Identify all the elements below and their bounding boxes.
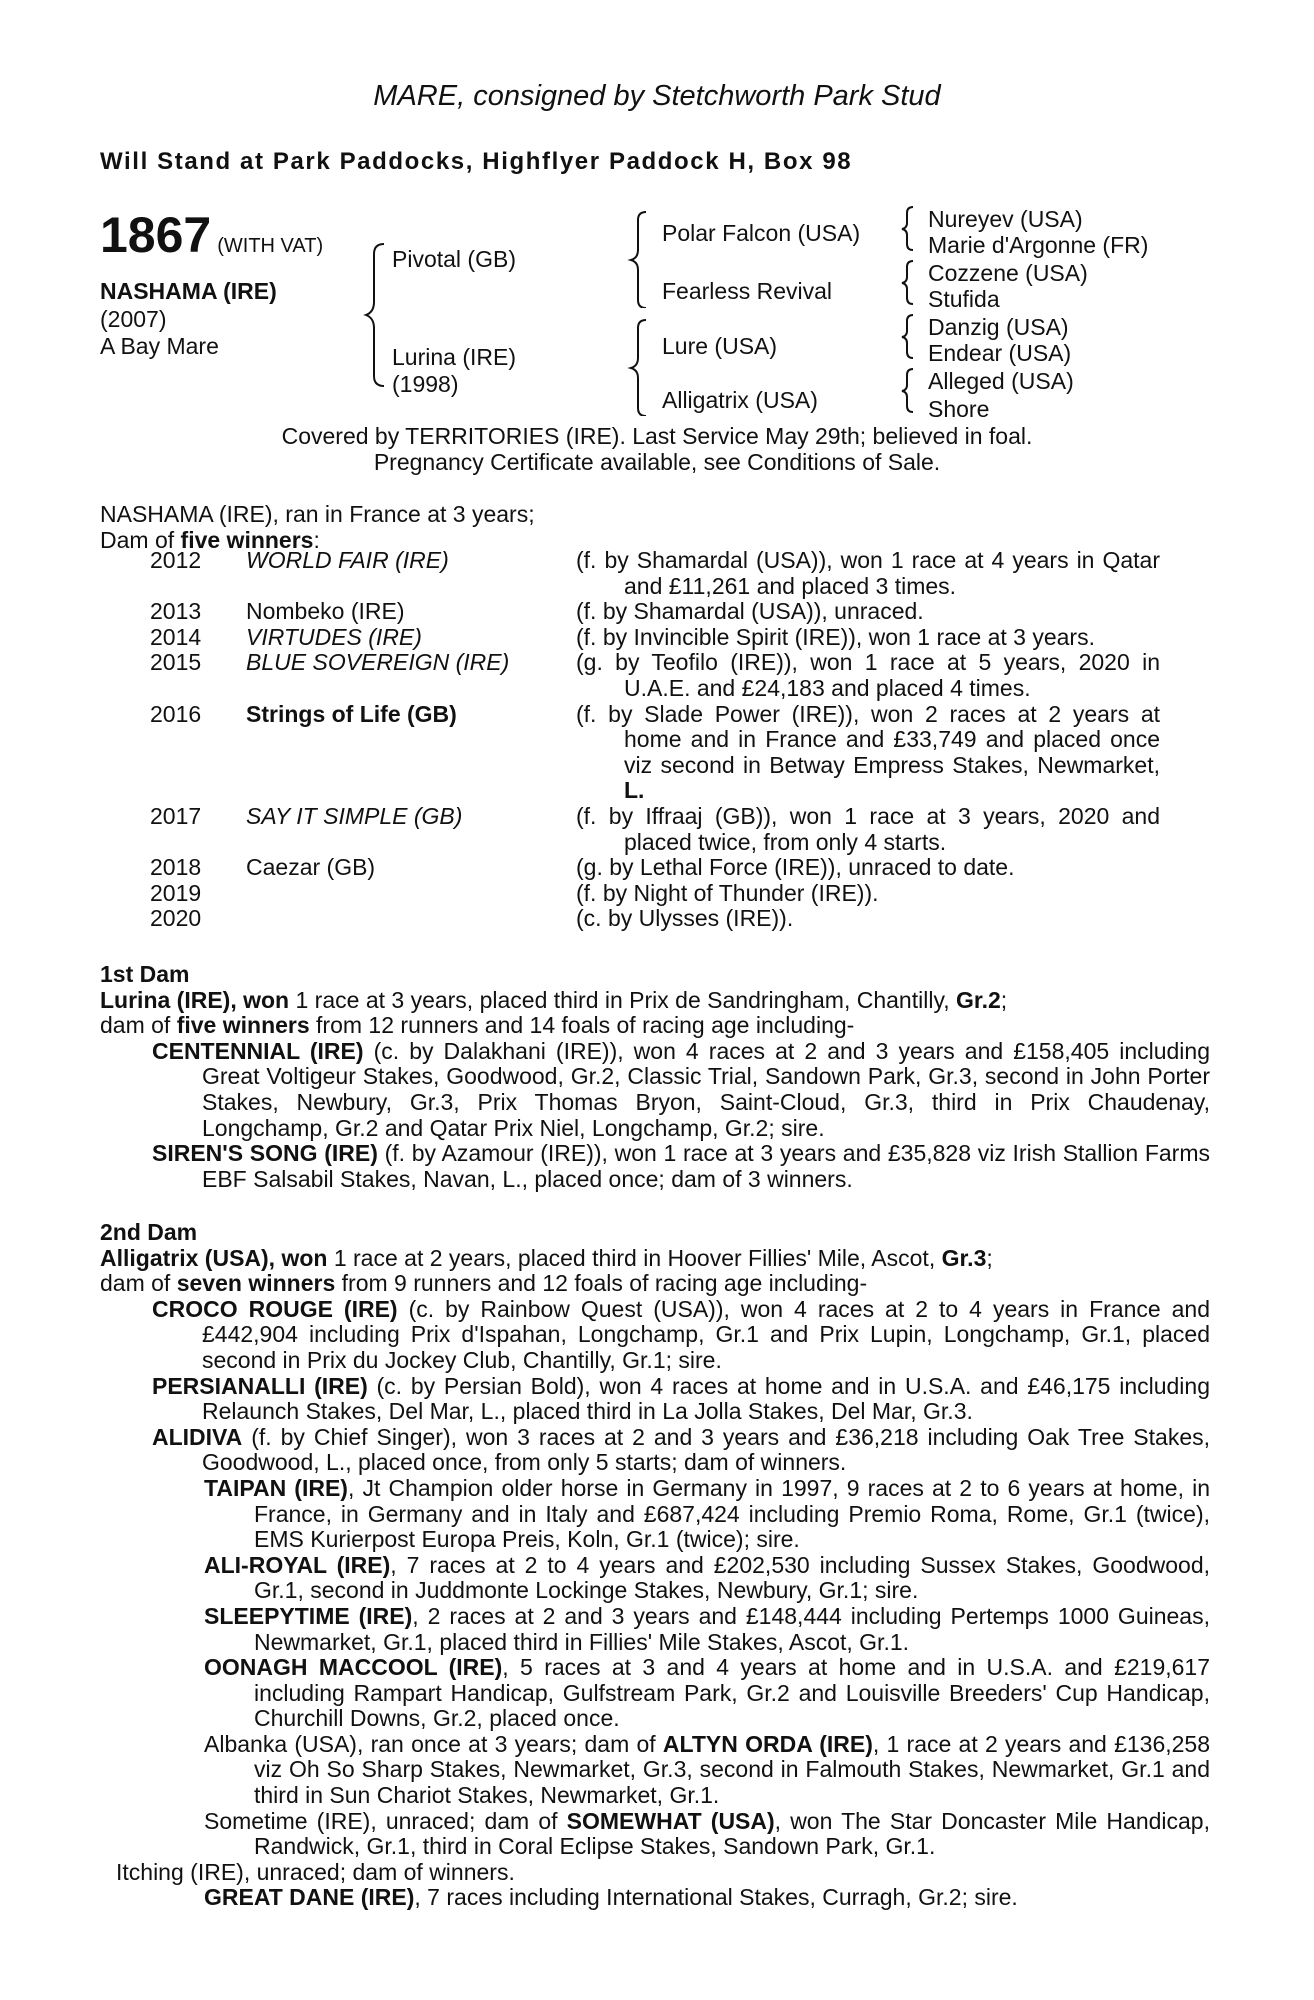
progeny-name: Strings of Life (GB) — [246, 700, 457, 727]
second-dam-heading: 2nd Dam — [100, 1219, 198, 1245]
dam-of-suffix: : — [313, 526, 320, 553]
progeny-record — [576, 650, 1160, 701]
progeny-year: 2018 — [150, 854, 202, 881]
albanka-para — [204, 1732, 1210, 1809]
gen3-4: Stufida — [928, 286, 1000, 312]
sirens-para — [152, 1141, 1210, 1192]
oonagh-entry — [100, 1655, 1210, 1732]
first-dam-punct: ; — [1000, 986, 1008, 1013]
second-dam-runners: from 9 runners and 12 foals of racing age including- — [335, 1270, 868, 1297]
pedigree-brace-g3 — [898, 312, 916, 360]
persianalli-text: (c. by Persian Bold), won 4 races at home and in U.S.A. and £46,175 including Relaunch Stakes, Del Mar, L., placed third in La Jolla Stakes, Del Mar, Gr.3. — [202, 1372, 1210, 1425]
pregnancy-line: Pregnancy Certificate available, see Conditions of Sale. — [373, 449, 941, 475]
lot-number-value: 1867 — [100, 207, 212, 263]
progeny-table — [150, 548, 1160, 932]
progeny-record — [576, 804, 1160, 855]
gen3-6: Endear (USA) — [928, 340, 1072, 366]
oonagh-para — [204, 1655, 1210, 1732]
sleepytime-entry — [100, 1604, 1210, 1655]
centennial-entry — [100, 1039, 1210, 1141]
sirens-text: (f. by Azamour (IRE)), won 1 race at 3 years and £35,828 viz Irish Stallion Farms EBF Salsabil Stakes, Navan, L., placed once; dam of 3 winners. — [202, 1140, 1210, 1192]
progeny-record-body: (f. by Shamardal (USA)), unraced. — [576, 598, 924, 625]
first-dam-race: 1 race at 3 years, placed third in Prix de Sandringham, Chantilly, — [289, 986, 957, 1013]
progeny-row — [150, 548, 1160, 599]
progeny-record — [576, 881, 1160, 907]
progeny-record — [576, 855, 1160, 881]
progeny-year: 2016 — [150, 700, 202, 727]
pedigree-brace-main — [360, 240, 390, 390]
itching-entry: Itching (IRE), unraced; dam of winners. — [116, 1858, 515, 1885]
pedigree-brace-g1 — [898, 204, 916, 252]
aliroyal-name: ALI-ROYAL (IRE) — [204, 1551, 391, 1578]
sire-name: Pivotal (GB) — [392, 246, 516, 272]
second-dam-line1 — [100, 1246, 1210, 1272]
centennial-name: CENTENNIAL (IRE) — [152, 1037, 364, 1064]
persianalli-para — [152, 1374, 1210, 1425]
first-dam-heading: 1st Dam — [100, 961, 190, 987]
lot-number — [100, 206, 323, 264]
progeny-record-body: (f. by Slade Power (IRE)), won 2 races at 2 years at home and in France and £33,749 and placed once viz second in Betway Empress Stakes, Newmarket, — [576, 700, 1160, 778]
horse-description: A Bay Mare — [100, 333, 219, 359]
gen3-3: Cozzene (USA) — [928, 260, 1088, 286]
progeny-record-text — [576, 650, 1160, 701]
croco-text: (c. by Rainbow Quest (USA)), won 4 races at 2 to 4 years in France and £442,904 including Prix d'Ispahan, Longchamp, Gr.1 and Prix Lupin, Longchamp, Gr.1, placed second in Prix du Jockey Club, Chantilly, Gr.1; sire. — [202, 1295, 1211, 1373]
progeny-row — [150, 881, 1160, 907]
first-dam-section — [100, 962, 1210, 1192]
centennial-para — [152, 1039, 1210, 1141]
croco-para — [152, 1297, 1210, 1374]
mare-race-line: NASHAMA (IRE), ran in France at 3 years; — [100, 501, 535, 527]
taipan-name: TAIPAN (IRE) — [204, 1474, 348, 1501]
progeny-record-text — [576, 804, 1160, 855]
taipan-entry — [100, 1476, 1210, 1553]
progeny-record-text — [576, 599, 1160, 625]
first-dam-runners: from 12 runners and 14 foals of racing age including- — [309, 1012, 855, 1039]
albanka-intro: Albanka (USA), ran once at 3 years; dam of — [204, 1730, 663, 1757]
persianalli-name: PERSIANALLI (IRE) — [152, 1372, 368, 1399]
first-dam-line1 — [100, 988, 1210, 1014]
progeny-name: BLUE SOVEREIGN (IRE) — [246, 649, 510, 676]
first-dam-line2 — [100, 1013, 1210, 1039]
progeny-name: SAY IT SIMPLE (GB) — [246, 802, 463, 829]
persianalli-entry — [100, 1374, 1210, 1425]
progeny-row — [150, 855, 1160, 881]
progeny-record-body: (c. by Ulysses (IRE)). — [576, 905, 794, 932]
sleepytime-para — [204, 1604, 1210, 1655]
progeny-row — [150, 650, 1160, 701]
pedigree-brace-g4 — [898, 366, 916, 414]
second-dam-line2 — [100, 1271, 1210, 1297]
first-dam-grade: Gr.2 — [956, 986, 1001, 1013]
second-dam-race: 1 race at 2 years, placed third in Hoover Fillies' Mile, Ascot, — [327, 1244, 942, 1271]
dam-name: Lurina (IRE) — [392, 344, 516, 370]
progeny-year: 2012 — [150, 547, 202, 573]
pedigree-brace-sire — [626, 208, 650, 308]
progeny-record-body: (g. by Teofilo (IRE)), won 1 race at 5 years, 2020 in U.A.E. and £24,183 and placed 4 times. — [576, 649, 1160, 701]
pedigree-brace-g2 — [898, 258, 916, 306]
progeny-name: Caezar (GB) — [246, 854, 376, 881]
progeny-record — [576, 548, 1160, 599]
albanka-entry — [100, 1732, 1210, 1809]
progeny-row — [150, 906, 1160, 932]
progeny-record-body: (f. by Shamardal (USA)), won 1 race at 4 years in Qatar and £11,261 and placed 3 times. — [576, 547, 1160, 599]
sire-sire: Polar Falcon (USA) — [662, 220, 861, 246]
aliroyal-text: , 7 races at 2 to 4 years and £202,530 including Sussex Stakes, Goodwood, Gr.1, second in Juddmonte Lockinge Stakes, Newbury, Gr.1; sire. — [254, 1551, 1211, 1604]
covered-line: Covered by TERRITORIES (IRE). Last Service May 29th; believed in foal. — [281, 423, 1033, 449]
second-dam-section — [100, 1220, 1210, 1911]
greatdane-text: , 7 races including International Stakes, Curragh, Gr.2; sire. — [414, 1884, 1018, 1911]
oonagh-name: OONAGH MACCOOL (IRE) — [204, 1654, 503, 1681]
greatdane-para — [204, 1885, 1210, 1911]
somewhat-text: , won The Star Doncaster Mile Handicap, Randwick, Gr.1, third in Coral Eclipse Stakes, Sandown Park, Gr.1. — [254, 1807, 1210, 1860]
gen3-5: Danzig (USA) — [928, 314, 1069, 340]
dam-sire: Lure (USA) — [662, 333, 778, 359]
horse-year: (2007) — [100, 306, 167, 332]
progeny-record-body: (f. by Iffraaj (GB)), won 1 race at 3 years, 2020 and placed twice, from only 4 starts. — [576, 802, 1160, 855]
altyn-orda-name: ALTYN ORDA (IRE) — [662, 1730, 873, 1757]
progeny-record — [576, 625, 1160, 651]
taipan-para — [204, 1476, 1210, 1553]
dam-dam: Alligatrix (USA) — [662, 387, 818, 413]
progeny-record-text — [576, 625, 1160, 651]
sirens-entry — [100, 1141, 1210, 1192]
alidiva-text: (f. by Chief Singer), won 3 races at 2 and 3 years and £36,218 including Oak Tree Stakes, Goodwood, L., placed once, from only 5 starts; dam of winners. — [202, 1423, 1210, 1476]
gen3-1: Nureyev (USA) — [928, 206, 1083, 232]
progeny-record — [576, 599, 1160, 625]
progeny-record-text — [576, 855, 1160, 881]
vat-label: (WITH VAT) — [217, 235, 324, 257]
progeny-record-text — [576, 906, 1160, 932]
oonagh-text: , 5 races at 3 and 4 years at home and in U.S.A. and £219,617 including Rampart Handicap, Gulfstream Park, Gr.2 and Louisville Breeders' Cup Handicap, Churchill Downs, Gr.2, placed once. — [254, 1654, 1210, 1732]
dam-year: (1998) — [392, 371, 459, 397]
croco-name: CROCO ROUGE (IRE) — [152, 1295, 398, 1322]
progeny-row — [150, 702, 1160, 804]
pedigree-brace-dam — [626, 316, 650, 416]
dam-of-count: five winners — [180, 526, 314, 553]
sirens-name: SIREN'S SONG (IRE) — [152, 1140, 378, 1167]
progeny-row — [150, 804, 1160, 855]
progeny-record-body: (f. by Night of Thunder (IRE)). — [576, 879, 879, 906]
mare-record — [100, 502, 535, 553]
sleepytime-text: , 2 races at 2 and 3 years and £148,444 including Pertemps 1000 Guineas, Newmarket, Gr.1, placed third in Fillies' Mile Stakes, Ascot, Gr.1. — [254, 1602, 1210, 1655]
progeny-row — [150, 625, 1160, 651]
altyn-orda-text: , 1 race at 2 years and £136,258 viz Oh So Sharp Stakes, Newmarket, Gr.3, second in Falmouth Stakes, Newmarket, Gr.1 and third in Sun Chariot Stakes, Newmarket, Gr.1. — [254, 1730, 1211, 1809]
croco-entry — [100, 1297, 1210, 1374]
sleepytime-name: SLEEPYTIME (IRE) — [204, 1602, 413, 1629]
somewhat-name: SOMEWHAT (USA) — [566, 1807, 775, 1834]
progeny-year: 2019 — [150, 879, 202, 906]
sometime-entry — [100, 1809, 1210, 1860]
centennial-text: (c. by Dalakhani (IRE)), won 4 races at 2 and 3 years and £158,405 including Great Voltigeur Stakes, Goodwood, Gr.2, Classic Trial, Sandown Park, Gr.3, second in John Porter Stakes, Newbury, Gr.3, Prix Thomas Bryon, Saint-Cloud, Gr.3, third in Prix Chaudenay, Longchamp, Gr.2 and Qatar Prix Niel, Longchamp, Gr.2; sire. — [202, 1037, 1210, 1141]
greatdane-name: GREAT DANE (IRE) — [204, 1884, 415, 1911]
progeny-year: 2013 — [150, 598, 202, 625]
progeny-record-grade: L. — [624, 777, 645, 804]
sometime-para — [204, 1809, 1210, 1860]
progeny-year: 2015 — [150, 649, 202, 676]
progeny-record-body: (f. by Invincible Spirit (IRE)), won 1 race at 3 years. — [576, 623, 1095, 650]
first-dam-winners: five winners — [176, 1012, 310, 1039]
gen3-8: Shore — [928, 396, 990, 422]
second-dam-winners: seven winners — [176, 1270, 336, 1297]
stable-location: Will Stand at Park Paddocks, Highflyer Paddock H, Box 98 — [100, 148, 853, 175]
progeny-name: WORLD FAIR (IRE) — [246, 547, 449, 573]
progeny-year: 2020 — [150, 905, 202, 932]
second-dam-name: Alligatrix (USA), won — [100, 1244, 328, 1271]
second-dam-damof: dam of — [100, 1270, 177, 1297]
greatdane-entry — [100, 1885, 1210, 1911]
dam-of-prefix: Dam of — [100, 526, 181, 553]
horse-name: NASHAMA (IRE) — [100, 278, 277, 304]
progeny-year: 2017 — [150, 802, 202, 829]
taipan-text: , Jt Champion older horse in Germany in 1997, 9 races at 2 to 6 years at home, in France, in Germany and in Italy and £687,424 including Premio Roma, Rome, Gr.1 (twice), EMS Kurierpost Europa Preis, Koln, Gr.1 (twice); sire. — [254, 1474, 1210, 1553]
aliroyal-para — [204, 1553, 1210, 1604]
progeny-record-text — [576, 702, 1160, 804]
alidiva-name: ALIDIVA — [152, 1423, 243, 1450]
alidiva-entry — [100, 1425, 1210, 1476]
sometime-intro: Sometime (IRE), unraced; dam of — [204, 1807, 567, 1834]
progeny-name — [246, 881, 576, 907]
first-dam-damof: dam of — [100, 1012, 177, 1039]
aliroyal-entry — [100, 1553, 1210, 1604]
second-dam-grade: Gr.3 — [941, 1244, 987, 1271]
progeny-record-text — [576, 881, 1160, 907]
first-dam-name: Lurina (IRE), won — [100, 986, 290, 1013]
sire-dam: Fearless Revival — [662, 278, 832, 304]
progeny-name: Nombeko (IRE) — [246, 598, 405, 625]
catalogue-title: MARE, consigned by Stetchworth Park Stud — [373, 80, 941, 112]
second-dam-punct: ; — [986, 1244, 993, 1271]
progeny-record — [576, 906, 1160, 932]
gen3-7: Alleged (USA) — [928, 368, 1074, 394]
progeny-row — [150, 599, 1160, 625]
gen3-2: Marie d'Argonne (FR) — [928, 232, 1149, 258]
progeny-name — [246, 906, 576, 932]
progeny-name: VIRTUDES (IRE) — [246, 623, 422, 650]
alidiva-para — [152, 1425, 1210, 1476]
progeny-year: 2014 — [150, 623, 202, 650]
progeny-record-text — [576, 548, 1160, 599]
progeny-record-body: (g. by Lethal Force (IRE)), unraced to date. — [576, 854, 1015, 881]
progeny-record — [576, 702, 1160, 804]
